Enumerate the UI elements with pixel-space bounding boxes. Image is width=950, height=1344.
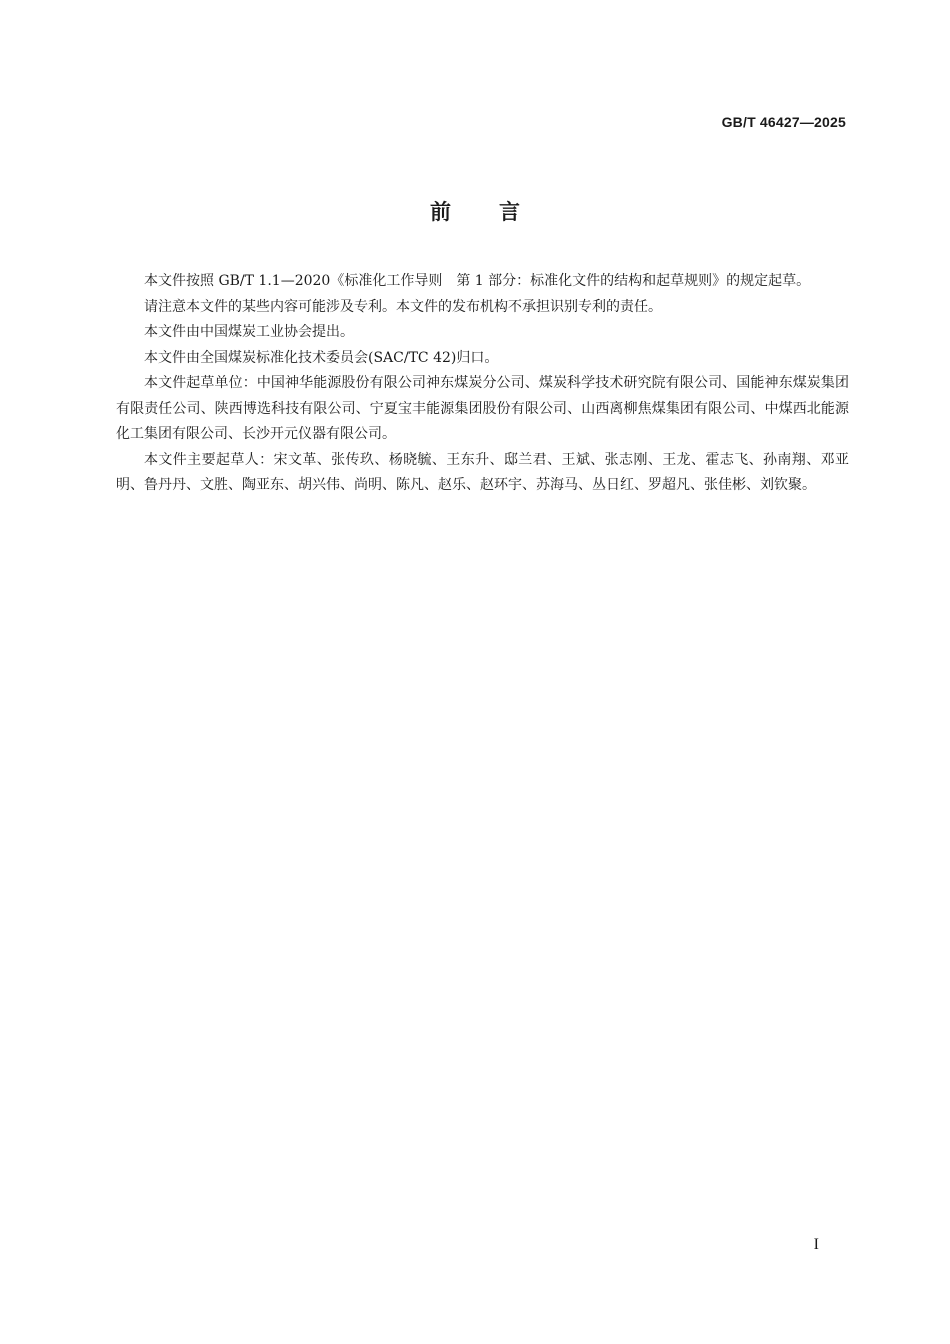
paragraph-drafting-organizations: 本文件起草单位：中国神华能源股份有限公司神东煤炭分公司、煤炭科学技术研究院有限公司、国能神东煤炭集团有限责任公司、陕西博选科技有限公司、宁夏宝丰能源集团股份有限公司、山西离柳焦煤集团有限公司、中煤西北能源化工集团有限公司、长沙开元仪器有限公司。 xyxy=(116,375,849,442)
paragraph-proposed-by: 本文件由中国煤炭工业协会提出。 xyxy=(144,324,354,340)
page-title: 前言 xyxy=(430,200,568,224)
paragraph-patent-notice: 请注意本文件的某些内容可能涉及专利。本文件的发布机构不承担识别专利的责任。 xyxy=(144,298,662,315)
paragraph-drafters: 本文件主要起草人：宋文革、张传玖、杨晓毓、王东升、邸兰君、王斌、张志刚、王龙、霍志飞、孙南翔、邓亚明、鲁丹丹、文胜、陶亚东、胡兴伟、尚明、陈凡、赵乐、赵环宇、苏海马、丛日红、罗超凡、张佳彬、刘钦聚。 xyxy=(116,451,849,493)
paragraph-drafting-rules: 本文件按照 GB/T 1.1—2020《标准化工作导则 第 1 部分：标准化文件的结构和起草规则》的规定起草。 xyxy=(144,273,811,289)
paragraph-administered-by: 本文件由全国煤炭标准化技术委员会(SAC/TC 42)归口。 xyxy=(144,349,499,366)
page-number: I xyxy=(813,1236,819,1253)
foreword-body xyxy=(116,269,849,499)
standard-number: GB/T 46427—2025 xyxy=(721,114,846,130)
